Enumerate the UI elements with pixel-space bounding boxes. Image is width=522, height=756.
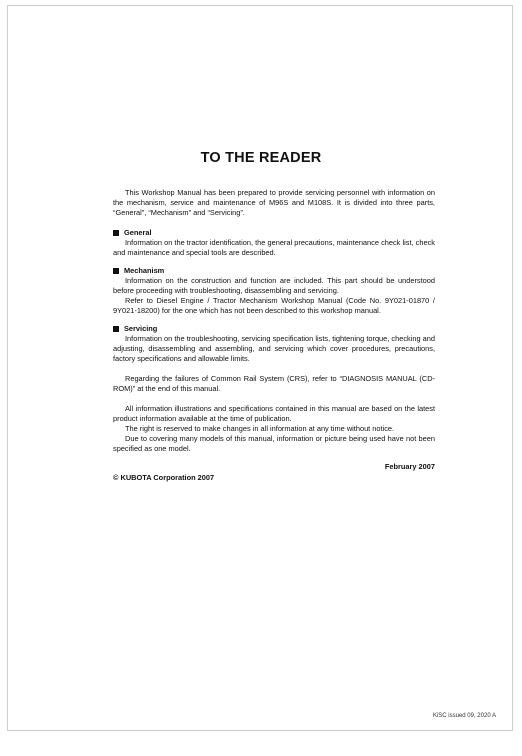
section-general	[113, 228, 435, 258]
section-body: Information on the troubleshooting, servicing specification lists, tightening torque, checking and adjusting, disassembling and assembling, and servicing which cover procedures, precautions, factory specifications and allowable limits.	[113, 334, 435, 363]
bullet-square-icon	[113, 326, 119, 332]
section-body: Information on the tractor identification, the general precautions, maintenance check list, check and maintenance and special tools are described.	[113, 238, 435, 257]
publication-date: February 2007	[384, 462, 435, 471]
copyright: © KUBOTA Corporation 2007	[113, 473, 215, 482]
page-title: TO THE READER	[200, 150, 322, 166]
bullet-square-icon	[113, 268, 119, 274]
info-note: Due to covering many models of this manual, information or picture being used have not been specified as one model.	[113, 434, 435, 453]
footer-issue-note: KiSC issued 09, 2020 A	[432, 713, 496, 719]
section-heading: Mechanism	[124, 266, 165, 275]
section-body-reference: Refer to Diesel Engine / Tractor Mechanism Workshop Manual (Code No. 9Y021-01870 / 9Y021-18200) for the one which has not been described to this workshop manual.	[113, 296, 435, 315]
section-heading: General	[124, 228, 152, 237]
section-mechanism	[113, 266, 435, 316]
intro-paragraph: This Workshop Manual has been prepared to provide servicing personnel with information on the mechanism, service and maintenance of M96S and M108S. It is divided into three parts, “General”, “Mechanism” and “Servicing”.	[113, 188, 435, 217]
info-note: All information illustrations and specifications contained in this manual are based on the latest product information available at the time of publication.	[113, 404, 435, 423]
info-note: The right is reserved to make changes in all information at any time without notice.	[125, 424, 395, 433]
bullet-square-icon	[113, 230, 119, 236]
crs-note: Regarding the failures of Common Rail System (CRS), refer to “DIAGNOSIS MANUAL (CD-ROM)” at the end of this manual.	[113, 374, 435, 393]
section-servicing	[113, 324, 435, 364]
section-body: Information on the construction and function are included. This part should be understood before proceeding with troubleshooting, disassembling and servicing.	[113, 276, 435, 295]
document-body	[113, 188, 435, 483]
section-heading: Servicing	[124, 324, 158, 333]
